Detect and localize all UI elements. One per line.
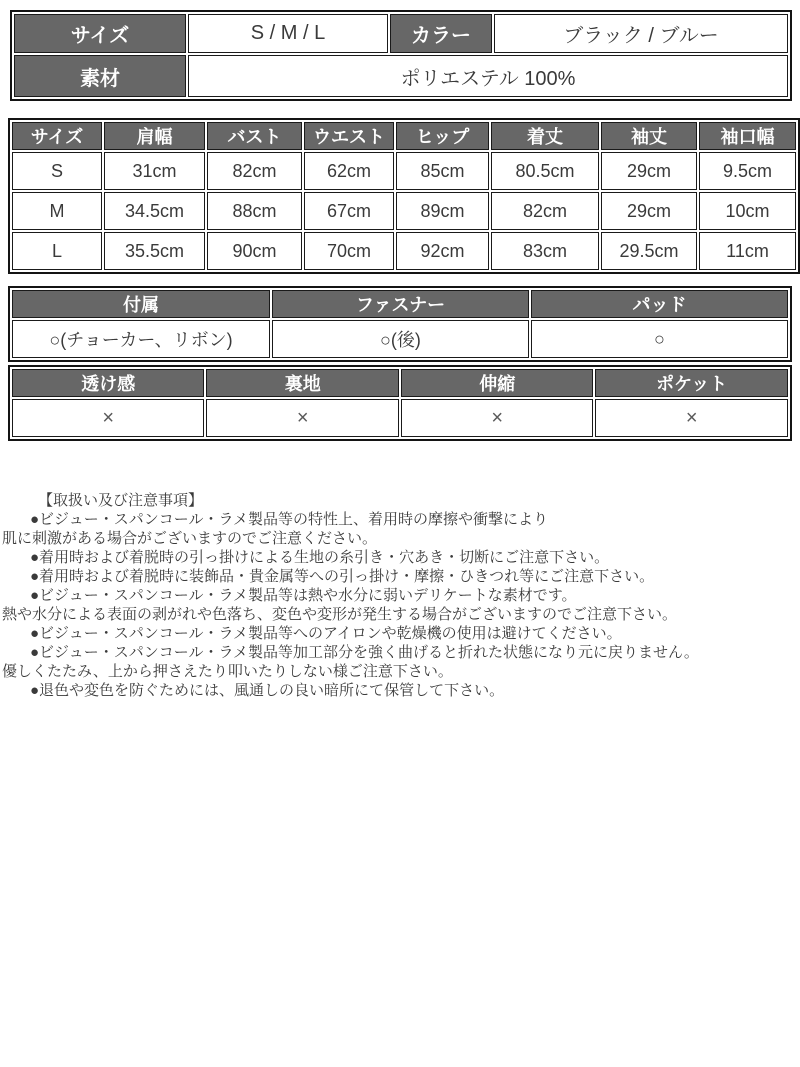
col-header-accessories: 付属 bbox=[12, 290, 270, 318]
measurement-cell: 83cm bbox=[491, 232, 599, 270]
measurement-cell: 31cm bbox=[104, 152, 205, 190]
features-header-row bbox=[12, 369, 788, 397]
color-label: カラー bbox=[390, 14, 492, 53]
col-header-stretch: 伸縮 bbox=[401, 369, 593, 397]
measurement-cell: 82cm bbox=[207, 152, 302, 190]
measurement-cell: 35.5cm bbox=[104, 232, 205, 270]
col-header-fastener: ファスナー bbox=[272, 290, 529, 318]
measurement-cell: 90cm bbox=[207, 232, 302, 270]
care-note-line: ●ビジュー・スパンコール・ラメ製品等は熱や水分に弱いデリケートな素材です。 bbox=[30, 587, 577, 604]
measurement-cell: M bbox=[12, 192, 102, 230]
size-row-s bbox=[12, 152, 796, 190]
measurement-cell: L bbox=[12, 232, 102, 270]
material-row bbox=[14, 55, 788, 97]
sheerness-value: × bbox=[12, 399, 204, 437]
measurement-cell: 10cm bbox=[699, 192, 796, 230]
measurement-cell: 82cm bbox=[491, 192, 599, 230]
color-value: ブラック / ブルー bbox=[494, 14, 788, 53]
size-row-l bbox=[12, 232, 796, 270]
measurement-cell: 89cm bbox=[396, 192, 489, 230]
measurement-cell: 92cm bbox=[396, 232, 489, 270]
size-value: S / M / L bbox=[188, 14, 388, 53]
care-note-line: ●着用時および着脱時に装飾品・貴金属等への引っ掛け・摩擦・ひきつれ等にご注意下さい。 bbox=[30, 568, 655, 585]
col-header-pocket: ポケット bbox=[595, 369, 788, 397]
measurement-cell: 88cm bbox=[207, 192, 302, 230]
care-note-line: ●ビジュー・スパンコール・ラメ製品等の特性上、着用時の摩擦や衝撃により bbox=[30, 511, 549, 528]
col-header-lining: 裏地 bbox=[206, 369, 398, 397]
measurement-cell: 34.5cm bbox=[104, 192, 205, 230]
accessories-value-row bbox=[12, 320, 788, 358]
measurement-cell: 9.5cm bbox=[699, 152, 796, 190]
col-header-pads: パッド bbox=[531, 290, 788, 318]
care-note-line: ●着用時および着脱時の引っ掛けによる生地の糸引き・穴あき・切断にご注意下さい。 bbox=[30, 549, 610, 566]
measurement-cell: 62cm bbox=[304, 152, 394, 190]
measurement-cell: 11cm bbox=[699, 232, 796, 270]
care-notes-title: 【取扱い及び注意事項】 bbox=[38, 492, 204, 509]
material-label: 素材 bbox=[14, 55, 186, 97]
measurement-cell: 70cm bbox=[304, 232, 394, 270]
measurement-cell: 29cm bbox=[601, 192, 697, 230]
features-table bbox=[8, 365, 792, 441]
size-color-row bbox=[14, 14, 788, 53]
measurement-cell: 29cm bbox=[601, 152, 697, 190]
accessories-table bbox=[8, 286, 792, 362]
accessories-value: ○(チョーカー、リボン) bbox=[12, 320, 270, 358]
measurement-cell: 80.5cm bbox=[491, 152, 599, 190]
stretch-value: × bbox=[401, 399, 593, 437]
care-note-line: 肌に刺激がある場合がございますのでご注意ください。 bbox=[2, 530, 378, 547]
col-header-hip: ヒップ bbox=[396, 122, 489, 150]
measurement-cell: S bbox=[12, 152, 102, 190]
pocket-value: × bbox=[595, 399, 788, 437]
col-header-size: サイズ bbox=[12, 122, 102, 150]
material-value: ポリエステル 100% bbox=[188, 55, 788, 97]
col-header-cuff-width: 袖口幅 bbox=[699, 122, 796, 150]
care-notes bbox=[0, 491, 800, 700]
measurement-cell: 85cm bbox=[396, 152, 489, 190]
col-header-length: 着丈 bbox=[491, 122, 599, 150]
lining-value: × bbox=[206, 399, 398, 437]
features-value-row bbox=[12, 399, 788, 437]
care-note-line: 優しくたたみ、上から押さえたり叩いたりしない様ご注意下さい。 bbox=[2, 663, 453, 680]
measurements-table bbox=[8, 118, 800, 274]
care-note-line: 熱や水分による表面の剥がれや色落ち、変色や変形が発生する場合がございますのでご注意下さい。 bbox=[2, 606, 678, 623]
col-header-shoulder-width: 肩幅 bbox=[104, 122, 205, 150]
col-header-bust: バスト bbox=[207, 122, 302, 150]
col-header-waist: ウエスト bbox=[304, 122, 394, 150]
fastener-value: ○(後) bbox=[272, 320, 529, 358]
pads-value: ○ bbox=[531, 320, 788, 358]
measurement-cell: 29.5cm bbox=[601, 232, 697, 270]
col-header-sleeve-length: 袖丈 bbox=[601, 122, 697, 150]
measurements-header-row bbox=[12, 122, 796, 150]
care-note-line: ●退色や変色を防ぐためには、風通しの良い暗所にて保管して下さい。 bbox=[30, 682, 505, 699]
size-label: サイズ bbox=[14, 14, 186, 53]
accessories-header-row bbox=[12, 290, 788, 318]
size-color-material-table bbox=[10, 10, 792, 101]
measurement-cell: 67cm bbox=[304, 192, 394, 230]
size-row-m bbox=[12, 192, 796, 230]
care-note-line: ●ビジュー・スパンコール・ラメ製品等加工部分を強く曲げると折れた状態になり元に戻りません。 bbox=[30, 644, 699, 661]
care-note-line: ●ビジュー・スパンコール・ラメ製品等へのアイロンや乾燥機の使用は避けてください。 bbox=[30, 625, 622, 642]
col-header-sheerness: 透け感 bbox=[12, 369, 204, 397]
